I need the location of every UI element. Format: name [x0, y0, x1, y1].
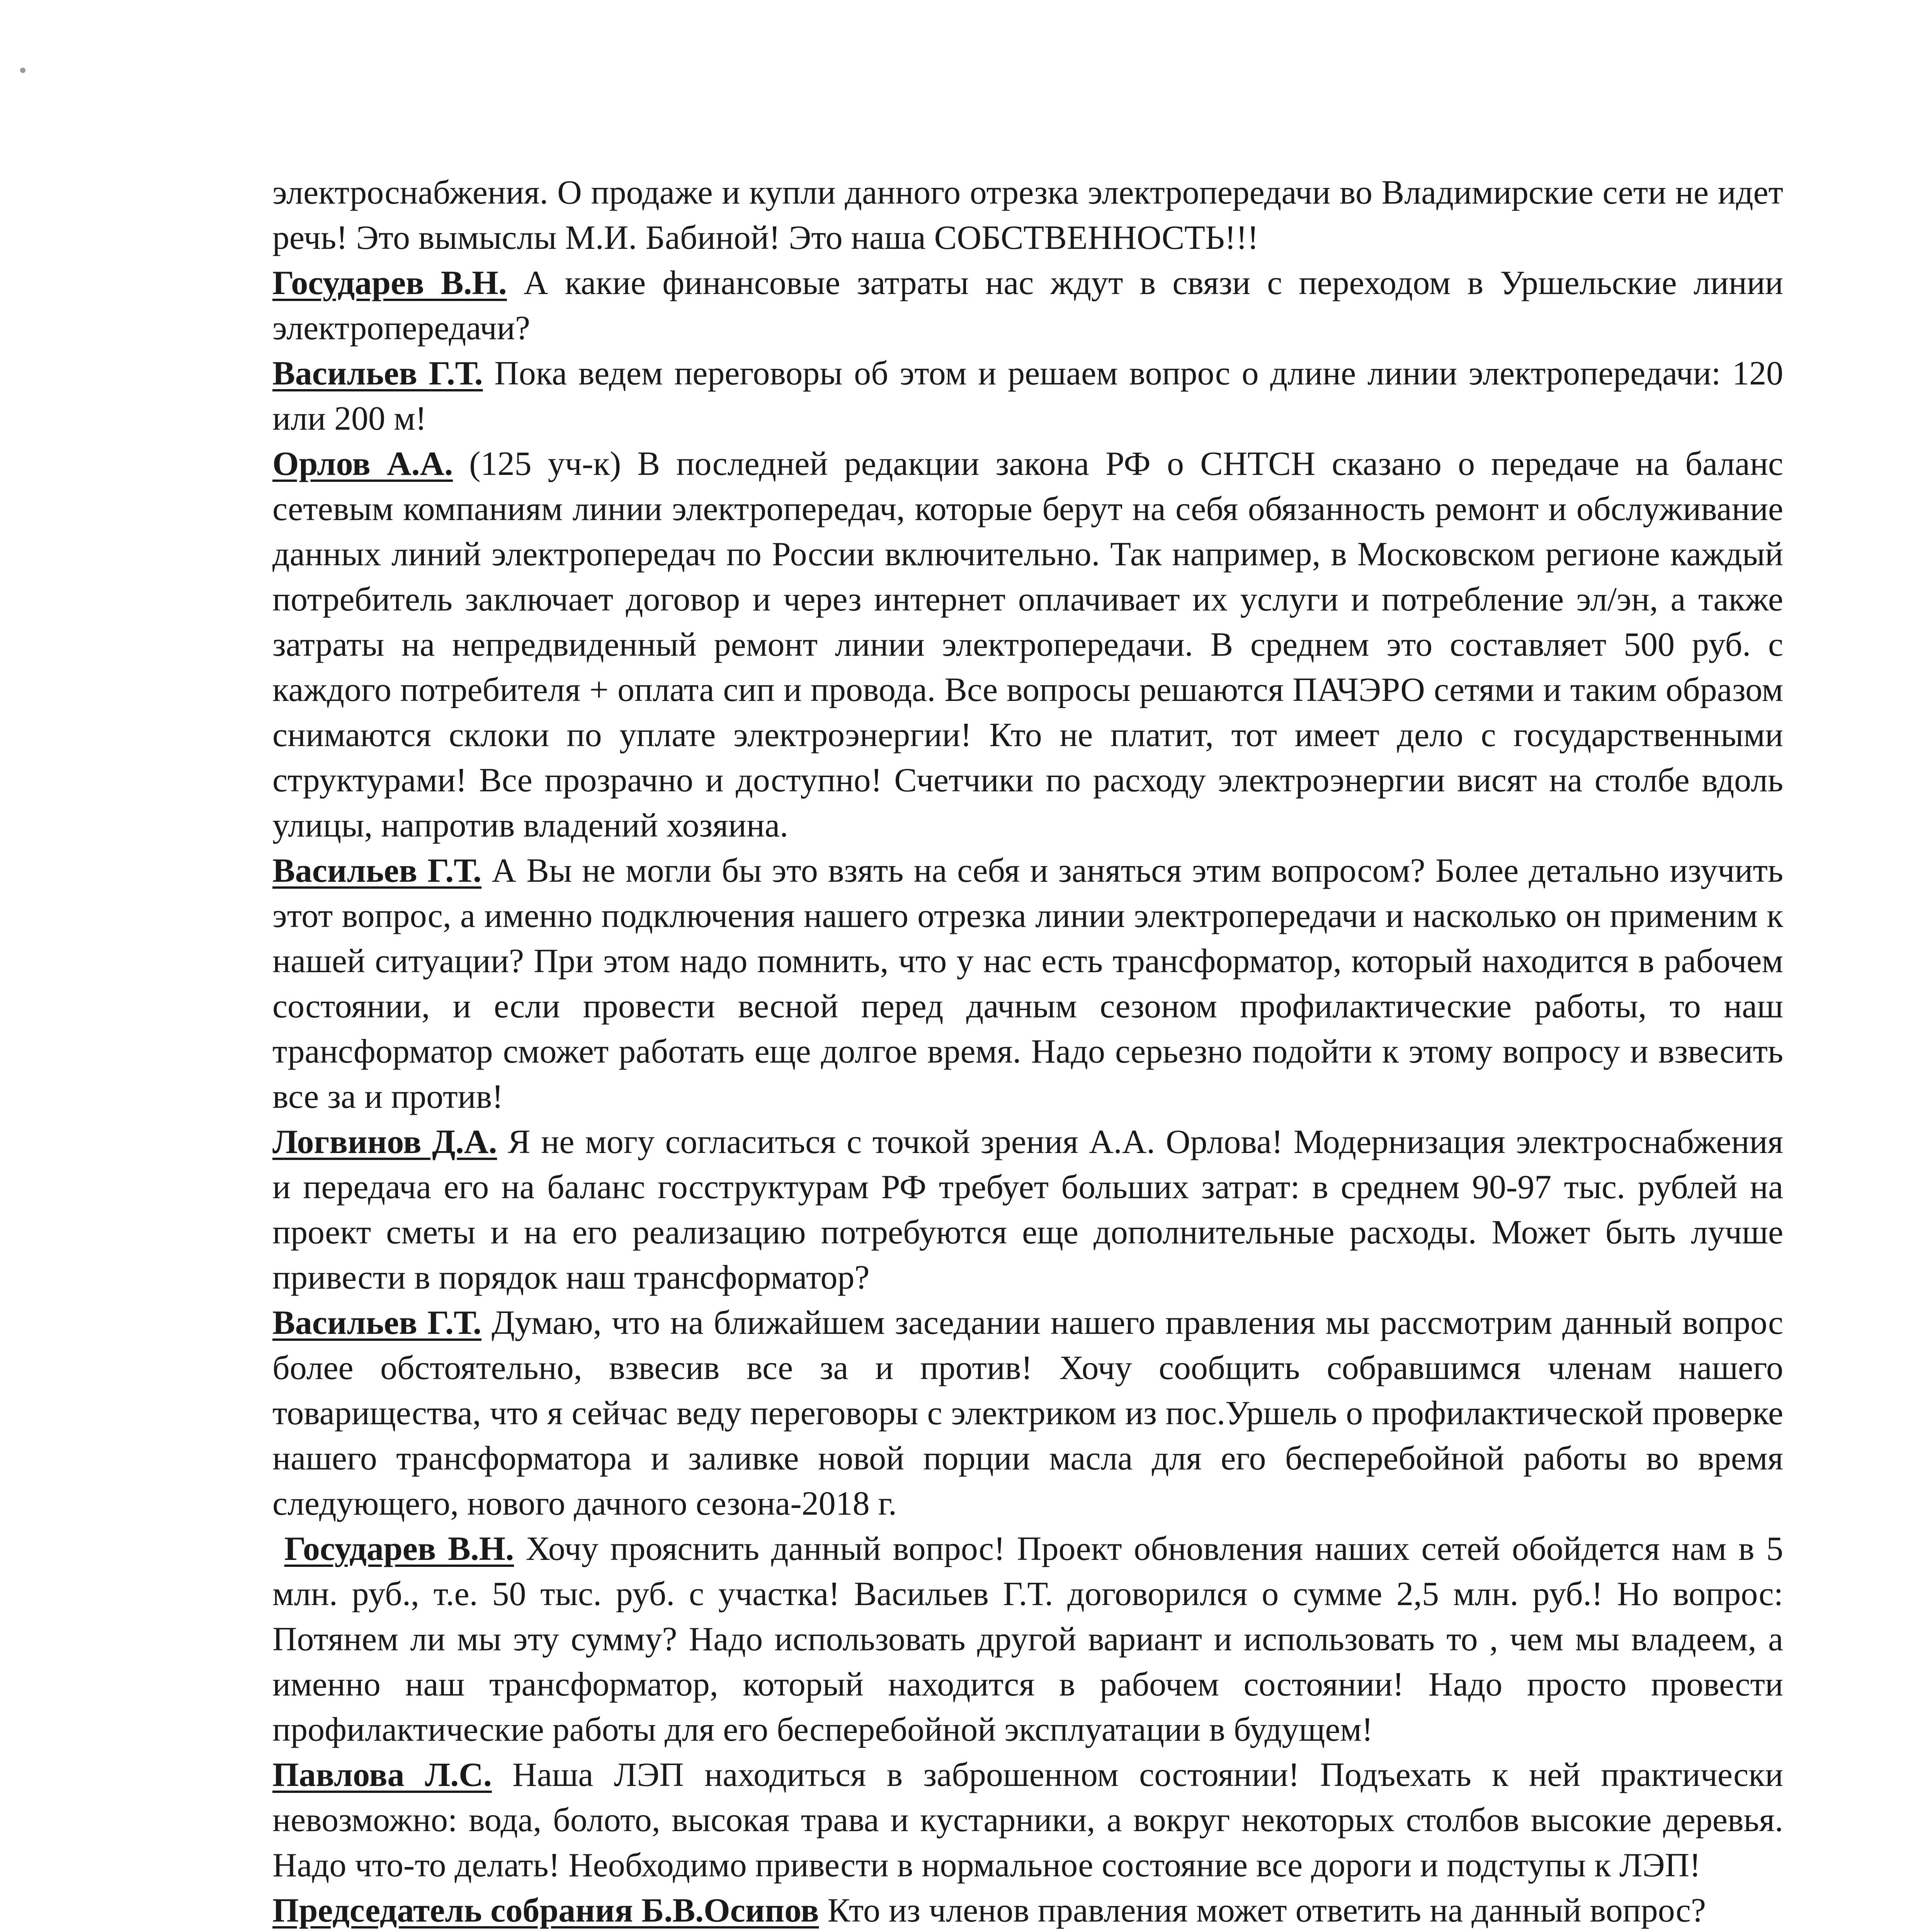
document-text — [272, 170, 1783, 1932]
speaker-name: Павлова Л.С. — [272, 1756, 492, 1794]
paragraph — [272, 170, 1783, 260]
paragraph — [272, 848, 1783, 1119]
speaker-name: Государев В.Н. — [272, 264, 507, 302]
speaker-name: Орлов А.А. — [272, 445, 453, 483]
speaker-name: Государев В.Н. — [284, 1530, 514, 1568]
paragraph — [272, 1119, 1783, 1300]
paragraph — [272, 1300, 1783, 1526]
speaker-name: Васильев Г.Т. — [272, 355, 483, 392]
paragraph-text: Хочу прояснить данный вопрос! Проект обновления наших сетей обойдется нам в 5 млн. руб., т.е. 50 тыс. руб. с участка! Васильев Г.Т. договорился о сумме 2,5 млн. руб.! Но вопрос: Потянем ли мы эту сумму? Надо использовать другой вариант и использовать то , чем мы владеем, а именно наш трансформатор, который находится в рабочем состоянии! Надо просто провести профилактические работы для его бесперебойной эксплуатации в будущем! — [272, 1530, 1784, 1748]
paragraph — [272, 1526, 1783, 1752]
paragraph-text: Пока ведем переговоры об этом и решаем вопрос о длине линии электропередачи: 120 или 200 м! — [272, 355, 1783, 437]
paragraph — [272, 351, 1783, 441]
paragraph-text: Думаю, что на ближайшем заседании нашего правления мы рассмотрим данный вопрос более обстоятельно, взвесив все за и против! Хочу сообщить собравшимся членам нашего товарищества, что я сейчас веду переговоры с электриком из пос.Уршель о профилактической проверке нашего трансформатора и заливке новой порции масла для его бесперебойной работы во время следующего, нового дачного сезона-2018 г. — [272, 1304, 1783, 1522]
paragraph-text: электроснабжения. О продаже и купли данного отрезка электропередачи во Владимирские сети не идет речь! Это вымыслы М.И. Бабиной! Это наша СОБСТВЕННОСТЬ!!! — [272, 174, 1783, 257]
paragraph-text: Кто из членов правления может ответить на данный вопрос? — [819, 1892, 1706, 1929]
paragraph — [272, 260, 1783, 351]
paragraph-text: Наша ЛЭП находиться в заброшенном состоянии! Подъехать к ней практически невозможно: вода, болото, высокая трава и кустарники, а вокруг некоторых столбов высокие деревья. Надо что-то делать! Необходимо привести в нормальное состояние все дороги и подступы к ЛЭП! — [272, 1756, 1783, 1884]
speaker-name: Васильев Г.Т. — [272, 1304, 481, 1342]
paragraph — [272, 441, 1783, 848]
speaker-name: Председатель собрания Б.В.Осипов — [272, 1892, 819, 1929]
paragraph-text: А Вы не могли бы это взять на себя и заняться этим вопросом? Более детально изучить этот вопрос, а именно подключения нашего отрезка линии электропередачи и насколько он применим к нашей ситуации? При этом надо помнить, что у нас есть трансформатор, который находится в рабочем состоянии, и если провести весной перед дачным сезоном профилактические работы, то наш трансформатор сможет работать еще долгое время. Надо серьезно подойти к этому вопросу и взвесить все за и против! — [272, 852, 1783, 1116]
paragraph-text: (125 уч-к) В последней редакции закона РФ о СНТСН сказано о передаче на баланс сетевым компаниям линии электропередач, которые берут на себя обязанность ремонт и обслуживание данных линий электропередач по России включительно. Так например, в Московском регионе каждый потребитель заключает договор и через интернет оплачивает их услуги и потребление эл/эн, а также затраты на непредвиденный ремонт линии электропередачи. В среднем это составляет 500 руб. с каждого потребителя + оплата сип и провода. Все вопросы решаются ПАЧЭРО сетями и таким образом снимаются склоки по уплате электроэнергии! Кто не платит, тот имеет дело с государственными структурами! Все прозрачно и доступно! Счетчики по расходу электроэнергии висят на столбе вдоль улицы, напротив владений хозяина. — [272, 445, 1783, 844]
paragraph-text: Я не могу согласиться с точкой зрения А.А. Орлова! Модернизация электроснабжения и передача его на баланс госструктурам РФ требует больших затрат: в среднем 90-97 тыс. рублей на проект сметы и на его реализацию потребуются еще дополнительные расходы. Может быть лучше привести в порядок наш трансформатор? — [272, 1123, 1783, 1296]
paragraph-text: А какие финансовые затраты нас ждут в связи с переходом в Уршельские линии электропередачи? — [272, 264, 1784, 347]
paragraph — [272, 1888, 1783, 1932]
speaker-name: Логвинов Д.А. — [272, 1123, 497, 1161]
scan-speck — [20, 68, 26, 73]
paragraph — [272, 1752, 1783, 1888]
speaker-name: Васильев Г.Т. — [272, 852, 482, 889]
